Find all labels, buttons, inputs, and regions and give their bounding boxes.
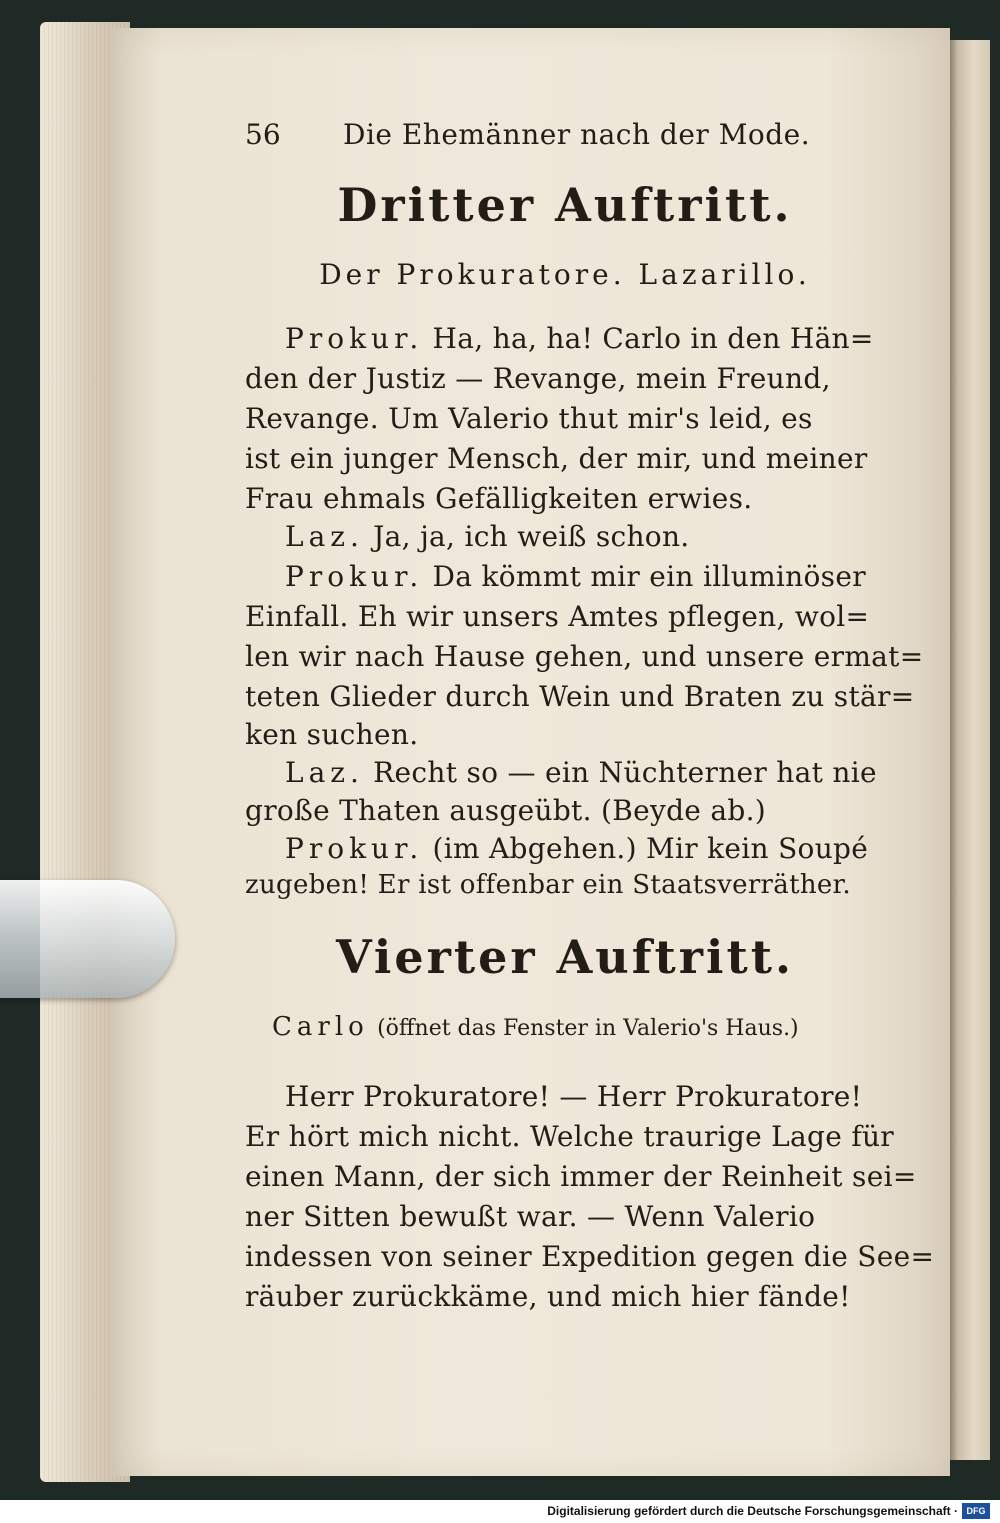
text-line: große Thaten ausgeübt. (Beyde ab.) bbox=[245, 794, 767, 827]
text-line: teten Glieder durch Wein und Braten zu stär= bbox=[245, 680, 915, 713]
text-line: zugeben! Er ist offenbar ein Staatsverräther. bbox=[245, 870, 851, 900]
text-line: einen Mann, der sich immer der Reinheit sei= bbox=[245, 1160, 917, 1193]
speaker: Laz. bbox=[285, 520, 364, 553]
scene-3-cast: Der Prokuratore. Lazarillo. bbox=[319, 258, 811, 291]
page-clip bbox=[0, 880, 175, 998]
scene-4-heading: Vierter Auftritt. bbox=[335, 930, 794, 984]
speaker: Carlo bbox=[272, 1012, 369, 1042]
text-line: indessen von seiner Expedition gegen die See= bbox=[245, 1240, 935, 1273]
text-line: Laz. Ja, ja, ich weiß schon. bbox=[285, 520, 690, 553]
facing-page-edge bbox=[950, 40, 990, 1460]
speaker: Prokur. bbox=[285, 560, 424, 593]
speaker: Prokur. bbox=[285, 832, 424, 865]
scene-4-cast bbox=[272, 1012, 922, 1042]
text-line: Revange. Um Valerio thut mir's leid, es bbox=[245, 402, 813, 435]
funding-note: Digitalisierung gefördert durch die Deutsche Forschungsgemeinschaft · bbox=[547, 1504, 958, 1518]
text-line: Er hört mich nicht. Welche traurige Lage für bbox=[245, 1120, 894, 1153]
dfg-logo-icon: DFG bbox=[962, 1503, 990, 1519]
text-line: Laz. Recht so — ein Nüchterner hat nie bbox=[285, 756, 877, 789]
text-line: Prokur. Ha, ha, ha! Carlo in den Hän= bbox=[285, 322, 874, 355]
running-head: Die Ehemänner nach der Mode. bbox=[343, 118, 811, 151]
footer-bar bbox=[0, 1500, 1000, 1523]
text-line: räuber zurückkäme, und mich hier fände! bbox=[245, 1280, 851, 1313]
text-line: Prokur. (im Abgehen.) Mir kein Soupé bbox=[285, 832, 869, 865]
scene-3-body bbox=[245, 322, 924, 900]
scene-3-heading: Dritter Auftritt. bbox=[337, 178, 793, 232]
text-line: Prokur. Da kömmt mir ein illuminöser bbox=[285, 560, 866, 593]
text-line: den der Justiz — Revange, mein Freund, bbox=[245, 362, 831, 395]
text-line: Einfall. Eh wir unsers Amtes pflegen, wol= bbox=[245, 600, 870, 633]
text-line: ken suchen. bbox=[245, 718, 419, 751]
text-line: ner Sitten bewußt war. — Wenn Valerio bbox=[245, 1200, 816, 1233]
text-line: Frau ehmals Gefälligkeiten erwies. bbox=[245, 482, 753, 515]
stage-direction: (öffnet das Fenster in Valerio's Haus.) bbox=[377, 1016, 799, 1041]
text-line: len wir nach Hause gehen, und unsere ermat= bbox=[245, 640, 924, 673]
text-line: Herr Prokuratore! — Herr Prokuratore! bbox=[285, 1080, 863, 1113]
text-line: ist ein junger Mensch, der mir, und meiner bbox=[245, 442, 868, 475]
scene-4-body bbox=[245, 1080, 935, 1320]
page-number: 56 bbox=[245, 118, 281, 151]
speaker: Prokur. bbox=[285, 322, 424, 355]
speaker: Laz. bbox=[285, 756, 364, 789]
